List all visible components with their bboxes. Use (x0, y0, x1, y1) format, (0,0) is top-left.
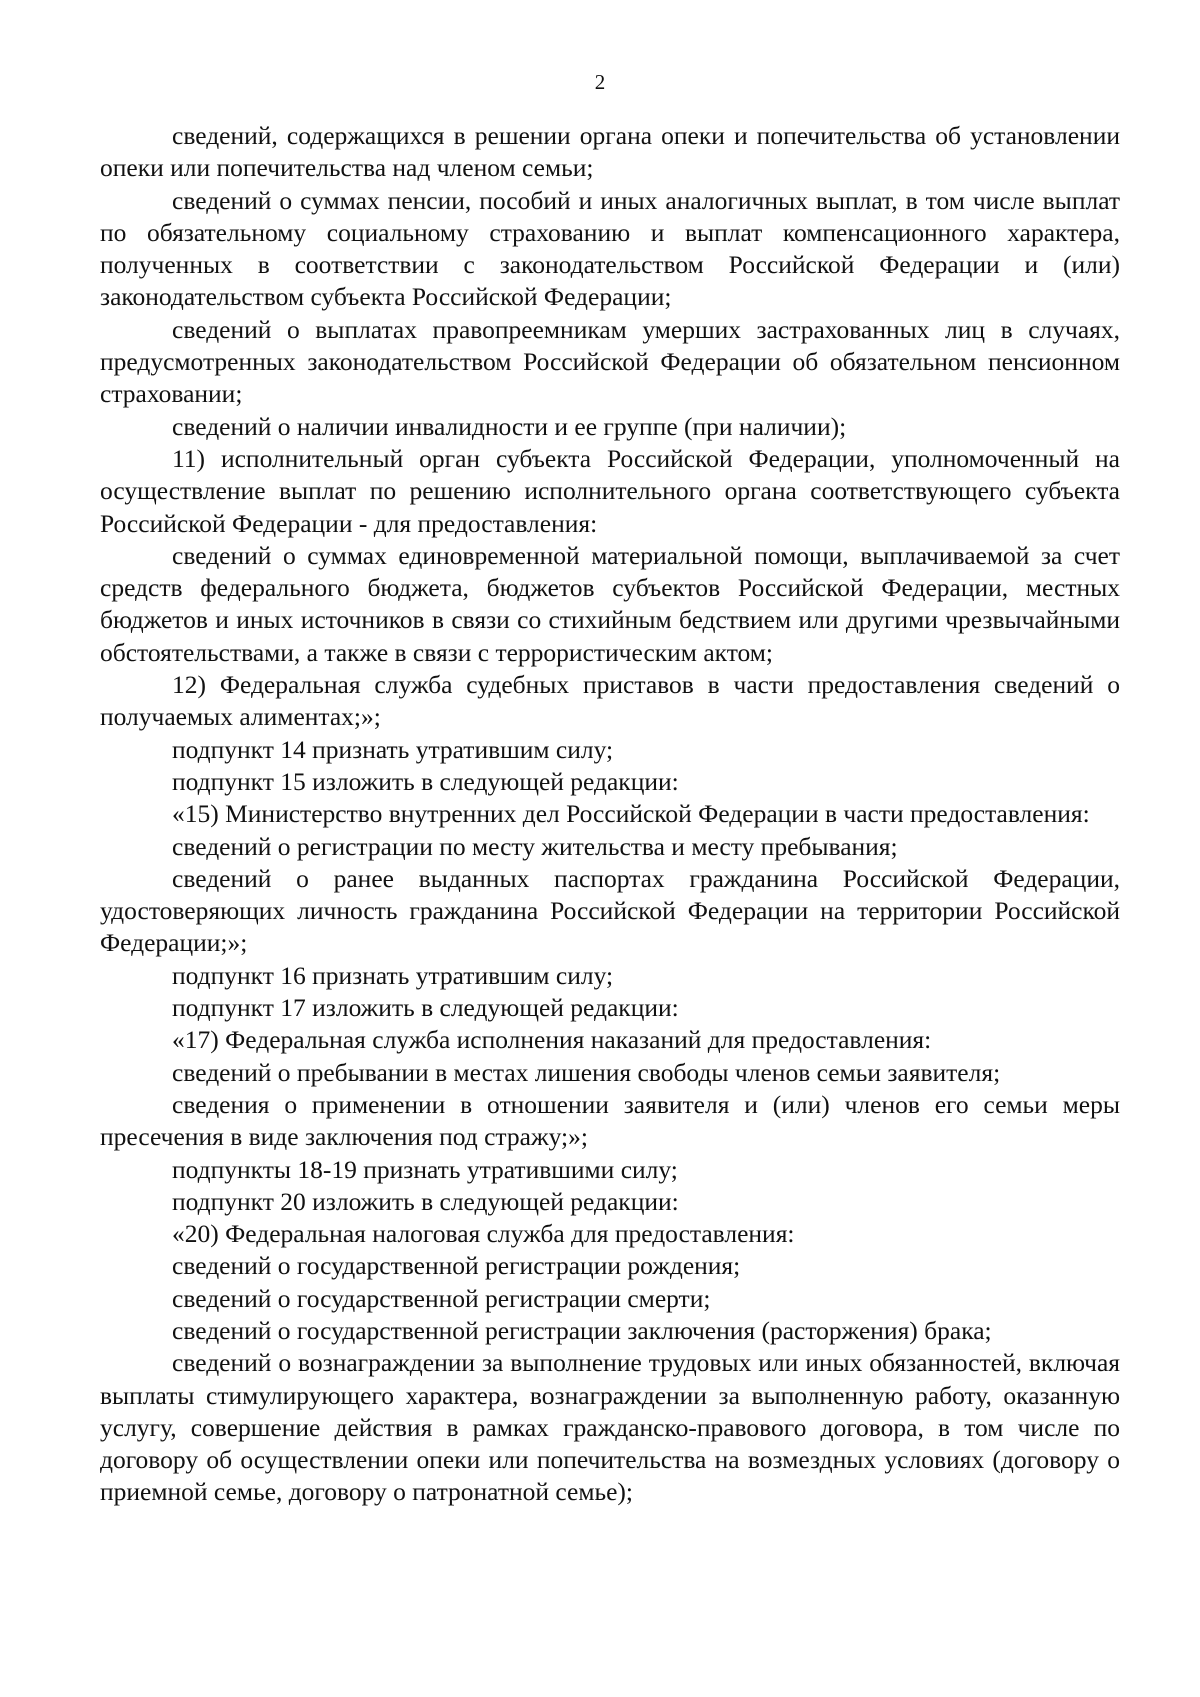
paragraph: сведений о государственной регистрации рождения; (172, 1251, 741, 1281)
paragraph: сведений о государственной регистрации заключения (расторжения) брака; (172, 1315, 992, 1345)
paragraph: «15) Министерство внутренних дел Российской Федерации в части предоставления: (172, 799, 1090, 829)
paragraph: сведений о ранее выданных паспортах гражданина Российской Федерации, удостоверяющих личность гражданина Российской Федерации на территории Российской Федерации;»; (100, 863, 1120, 958)
paragraph: подпункты 18-19 признать утратившими силу; (172, 1154, 678, 1184)
paragraph: подпункт 15 изложить в следующей редакции: (172, 766, 679, 796)
paragraph: «20) Федеральная налоговая служба для предоставления: (172, 1219, 795, 1249)
paragraph: подпункт 16 признать утратившим силу; (172, 960, 614, 990)
paragraph: сведения о применении в отношении заявителя и (или) членов его семьи меры пресечения в виде заключения под стражу;»; (100, 1089, 1120, 1152)
paragraph: сведений о суммах единовременной материальной помощи, выплачиваемой за счет средств федерального бюджета, бюджетов субъектов Российской Федерации, местных бюджетов и иных источников в связи со стихийным бедствием или другими чрезвычайными обстоятельствами, а также в связи с террористическим актом; (100, 540, 1120, 667)
paragraph: сведений о выплатах правопреемникам умерших застрахованных лиц в случаях, предусмотренных законодательством Российской Федерации об обязательном пенсионном страховании; (100, 314, 1120, 409)
paragraph: «17) Федеральная служба исполнения наказаний для предоставления: (172, 1025, 932, 1055)
paragraph: 11) исполнительный орган субъекта Российской Федерации, уполномоченный на осуществление выплат по решению исполнительного органа соответствующего субъекта Российской Федерации - для предоставления: (100, 443, 1120, 538)
paragraph: сведений о наличии инвалидности и ее группе (при наличии); (172, 411, 847, 441)
paragraph: сведений о регистрации по месту жительства и месту пребывания; (172, 831, 898, 861)
paragraph: сведений о суммах пенсии, пособий и иных аналогичных выплат, в том числе выплат по обязательному социальному страхованию и выплат компенсационного характера, полученных в соответствии с законодательством Российской Федерации и (или) законодательством субъекта Российской Федерации; (100, 185, 1120, 312)
paragraph: сведений о пребывании в местах лишения свободы членов семьи заявителя; (172, 1057, 1001, 1087)
document-body (100, 120, 1120, 1509)
paragraph: сведений, содержащихся в решении органа опеки и попечительства об установлении опеки или попечительства над членом семьи; (100, 121, 1120, 183)
paragraph: сведений о вознаграждении за выполнение трудовых или иных обязанностей, включая выплаты стимулирующего характера, вознаграждении за выполненную работу, оказанную услугу, совершение действия в рамках гражданско-правового договора, в том числе по договору об осуществлении опеки или попечительства на возмездных условиях (договору о приемной семье, договору о патронатной семье); (100, 1348, 1120, 1507)
paragraph: сведений о государственной регистрации смерти; (172, 1283, 711, 1313)
paragraph: 12) Федеральная служба судебных приставов в части предоставления сведений о получаемых алиментах;»; (100, 670, 1120, 732)
paragraph: подпункт 20 изложить в следующей редакции: (172, 1186, 679, 1216)
paragraph: подпункт 17 изложить в следующей редакции: (172, 993, 679, 1023)
page-number: 2 (594, 70, 606, 94)
paragraph: подпункт 14 признать утратившим силу; (172, 734, 614, 764)
